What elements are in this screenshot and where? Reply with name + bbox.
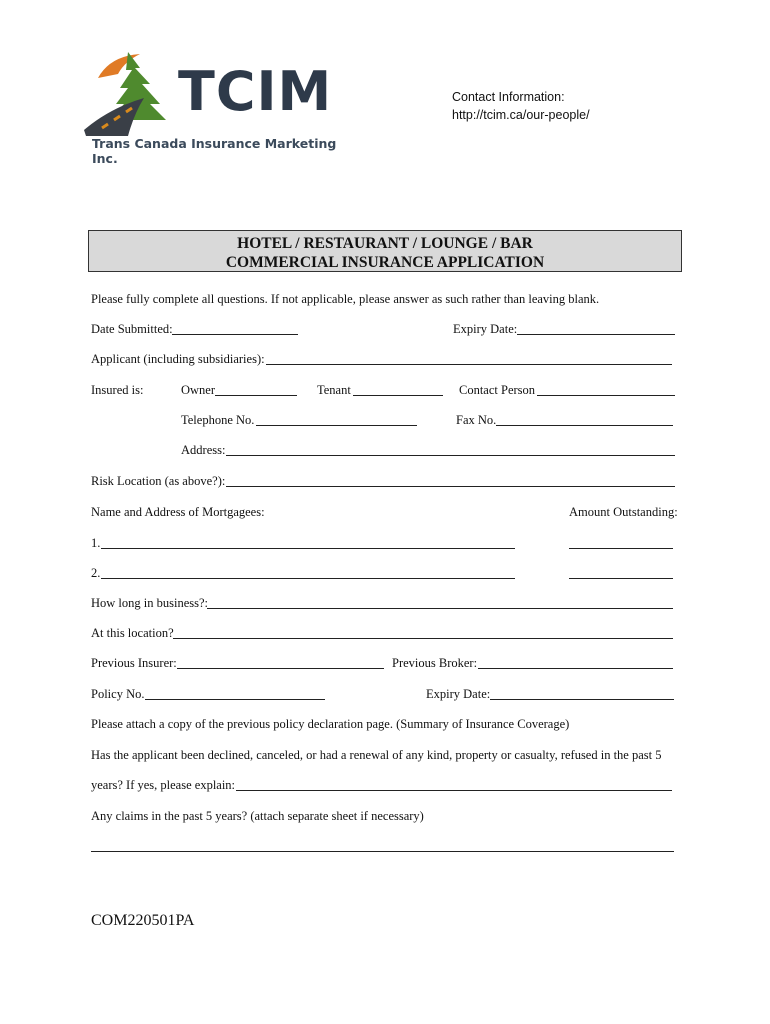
contact-info xyxy=(452,88,590,124)
tree-road-logo-icon xyxy=(80,48,180,138)
expiry-date-2-label: Expiry Date: xyxy=(426,687,491,701)
expiry-date-field[interactable] xyxy=(517,334,675,335)
previous-insurer-label: Previous Insurer: xyxy=(91,656,177,670)
contact-url[interactable]: http://tcim.ca/our-people/ xyxy=(452,108,590,122)
telephone-label: Telephone No. xyxy=(181,413,255,427)
owner-label: Owner xyxy=(181,383,216,397)
tenant-field[interactable] xyxy=(353,395,443,396)
years-explain-field[interactable] xyxy=(236,790,672,791)
form-title-box xyxy=(88,230,682,272)
years-explain-label: years? If yes, please explain: xyxy=(91,778,236,792)
logo-tagline: Trans Canada Insurance Marketing Inc. xyxy=(92,136,337,166)
previous-broker-field[interactable] xyxy=(478,668,673,669)
at-location-label: At this location? xyxy=(91,626,174,640)
expiry-date-2-field[interactable] xyxy=(490,699,674,700)
fax-field[interactable] xyxy=(496,425,673,426)
contact-person-field[interactable] xyxy=(537,395,675,396)
mortgagee-2-label: 2. xyxy=(91,566,101,580)
logo-name: TCIM xyxy=(178,60,333,123)
instructions-text: Please fully complete all questions. If not applicable, please answer as such rather than leaving blank. xyxy=(91,292,600,306)
amount-outstanding-label: Amount Outstanding: xyxy=(569,505,678,519)
telephone-field[interactable] xyxy=(256,425,417,426)
form-title-line2: COMMERCIAL INSURANCE APPLICATION xyxy=(225,254,545,271)
mortgagee-1-field[interactable] xyxy=(101,548,515,549)
date-submitted-label: Date Submitted: xyxy=(91,322,173,336)
claims-question: Any claims in the past 5 years? (attach separate sheet if necessary) xyxy=(91,809,424,823)
applicant-field[interactable] xyxy=(266,364,672,365)
policy-no-field[interactable] xyxy=(145,699,325,700)
previous-broker-label: Previous Broker: xyxy=(392,656,478,670)
attach-copy-text: Please attach a copy of the previous policy declaration page. (Summary of Insurance Coverage) xyxy=(91,717,570,731)
address-label: Address: xyxy=(181,443,226,457)
insured-is-label: Insured is: xyxy=(91,383,144,397)
form-title-line1: HOTEL / RESTAURANT / LOUNGE / BAR xyxy=(237,235,533,252)
expiry-date-label: Expiry Date: xyxy=(453,322,518,336)
mortgagee-1-amount-field[interactable] xyxy=(569,548,673,549)
risk-location-label: Risk Location (as above?): xyxy=(91,474,226,488)
date-submitted-field[interactable] xyxy=(172,334,298,335)
how-long-label: How long in business?: xyxy=(91,596,209,610)
previous-insurer-field[interactable] xyxy=(177,668,384,669)
declined-question: Has the applicant been declined, canceled, or had a renewal of any kind, property or casualty, refused in the past 5 xyxy=(91,748,662,762)
mortgagees-label: Name and Address of Mortgagees: xyxy=(91,505,265,519)
claims-field[interactable] xyxy=(91,851,674,852)
owner-field[interactable] xyxy=(215,395,297,396)
policy-no-label: Policy No. xyxy=(91,687,145,701)
form-code: COM220501PA xyxy=(91,912,195,929)
fax-label: Fax No. xyxy=(456,413,497,427)
at-location-field[interactable] xyxy=(173,638,673,639)
contact-label: Contact Information: xyxy=(452,90,565,104)
address-field[interactable] xyxy=(226,455,675,456)
mortgagee-2-amount-field[interactable] xyxy=(569,578,673,579)
contact-person-label: Contact Person xyxy=(459,383,536,397)
mortgagee-1-label: 1. xyxy=(91,536,101,550)
mortgagee-2-field[interactable] xyxy=(101,578,515,579)
risk-location-field[interactable] xyxy=(226,486,675,487)
how-long-field[interactable] xyxy=(207,608,673,609)
tcim-logo xyxy=(80,48,360,166)
tenant-label: Tenant xyxy=(317,383,351,397)
applicant-label: Applicant (including subsidiaries): xyxy=(91,352,265,366)
